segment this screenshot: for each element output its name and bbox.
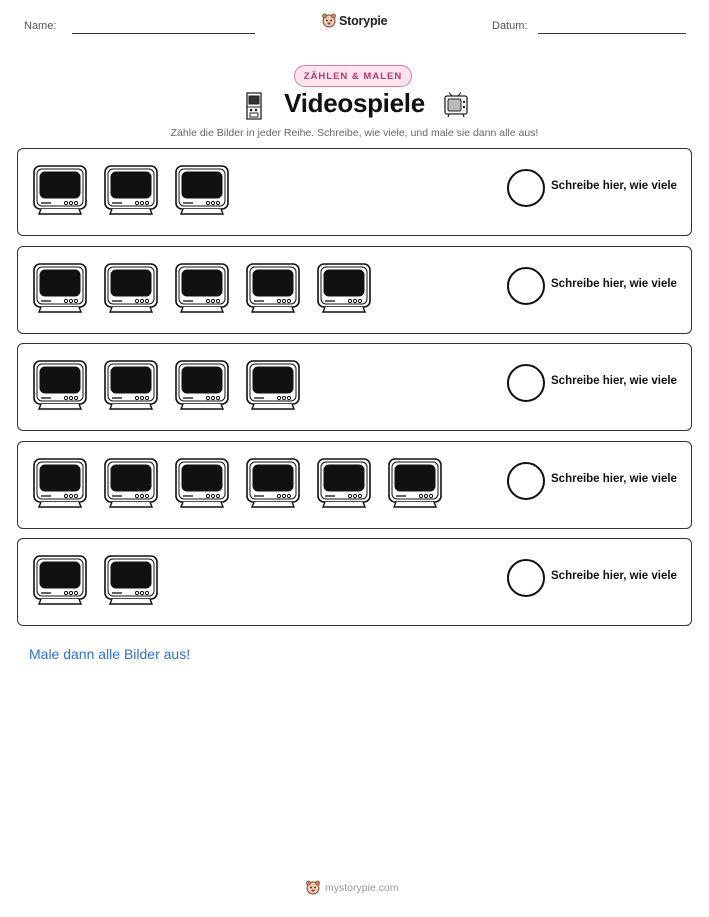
category-badge: ZÄHLEN & MALEN [294,65,412,87]
date-write-line[interactable] [538,33,686,34]
storypie-mascot-icon [322,13,336,29]
name-label: Name: [24,20,57,32]
count-prompt-label: Schreibe hier, wie viele [551,278,677,290]
retro-computer-monitor-icon [31,358,89,412]
retro-computer-monitor-icon [315,261,373,315]
count-answer-circle[interactable] [507,559,545,597]
retro-tv-icon [443,92,469,118]
count-answer-circle[interactable] [507,267,545,305]
retro-computer-monitor-icon [386,456,444,510]
retro-computer-monitor-icon [102,163,160,217]
retro-computer-monitor-icon [173,358,231,412]
counting-row [17,343,692,431]
retro-computer-monitor-icon [102,358,160,412]
count-prompt-label: Schreibe hier, wie viele [551,570,677,582]
retro-computer-monitor-icon [173,163,231,217]
count-answer-circle[interactable] [507,462,545,500]
name-write-line[interactable] [72,33,255,34]
counting-row [17,441,692,529]
retro-computer-monitor-icon [102,456,160,510]
retro-computer-monitor-icon [31,163,89,217]
date-label: Datum: [492,20,528,32]
retro-computer-monitor-icon [31,456,89,510]
retro-computer-monitor-icon [315,456,373,510]
counting-row [17,246,692,334]
retro-computer-monitor-icon [102,553,160,607]
website-url: mystorypie.com [325,882,399,894]
instructions-text: Zähle die Bilder in jeder Reihe. Schreibe, wie viele, und male sie dann alle aus! [170,127,539,139]
retro-computer-monitor-icon [31,553,89,607]
count-prompt-label: Schreibe hier, wie viele [551,375,677,387]
retro-computer-monitor-icon [244,358,302,412]
retro-computer-monitor-icon [102,261,160,315]
brand-logo [322,13,387,29]
retro-computer-monitor-icon [244,456,302,510]
counting-row [17,148,692,236]
brand-name: Storypie [339,14,388,28]
count-answer-circle[interactable] [507,169,545,207]
page-title: Videospiele [284,88,425,118]
coloring-instruction: Male dann alle Bilder aus! [29,646,191,662]
retro-computer-monitor-icon [31,261,89,315]
retro-computer-monitor-icon [173,456,231,510]
retro-computer-monitor-icon [173,261,231,315]
retro-computer-monitor-icon [244,261,302,315]
website-footer [306,880,399,896]
count-answer-circle[interactable] [507,364,545,402]
count-prompt-label: Schreibe hier, wie viele [551,473,677,485]
counting-row [17,538,692,626]
storypie-mascot-icon [306,880,320,896]
count-prompt-label: Schreibe hier, wie viele [551,180,677,192]
